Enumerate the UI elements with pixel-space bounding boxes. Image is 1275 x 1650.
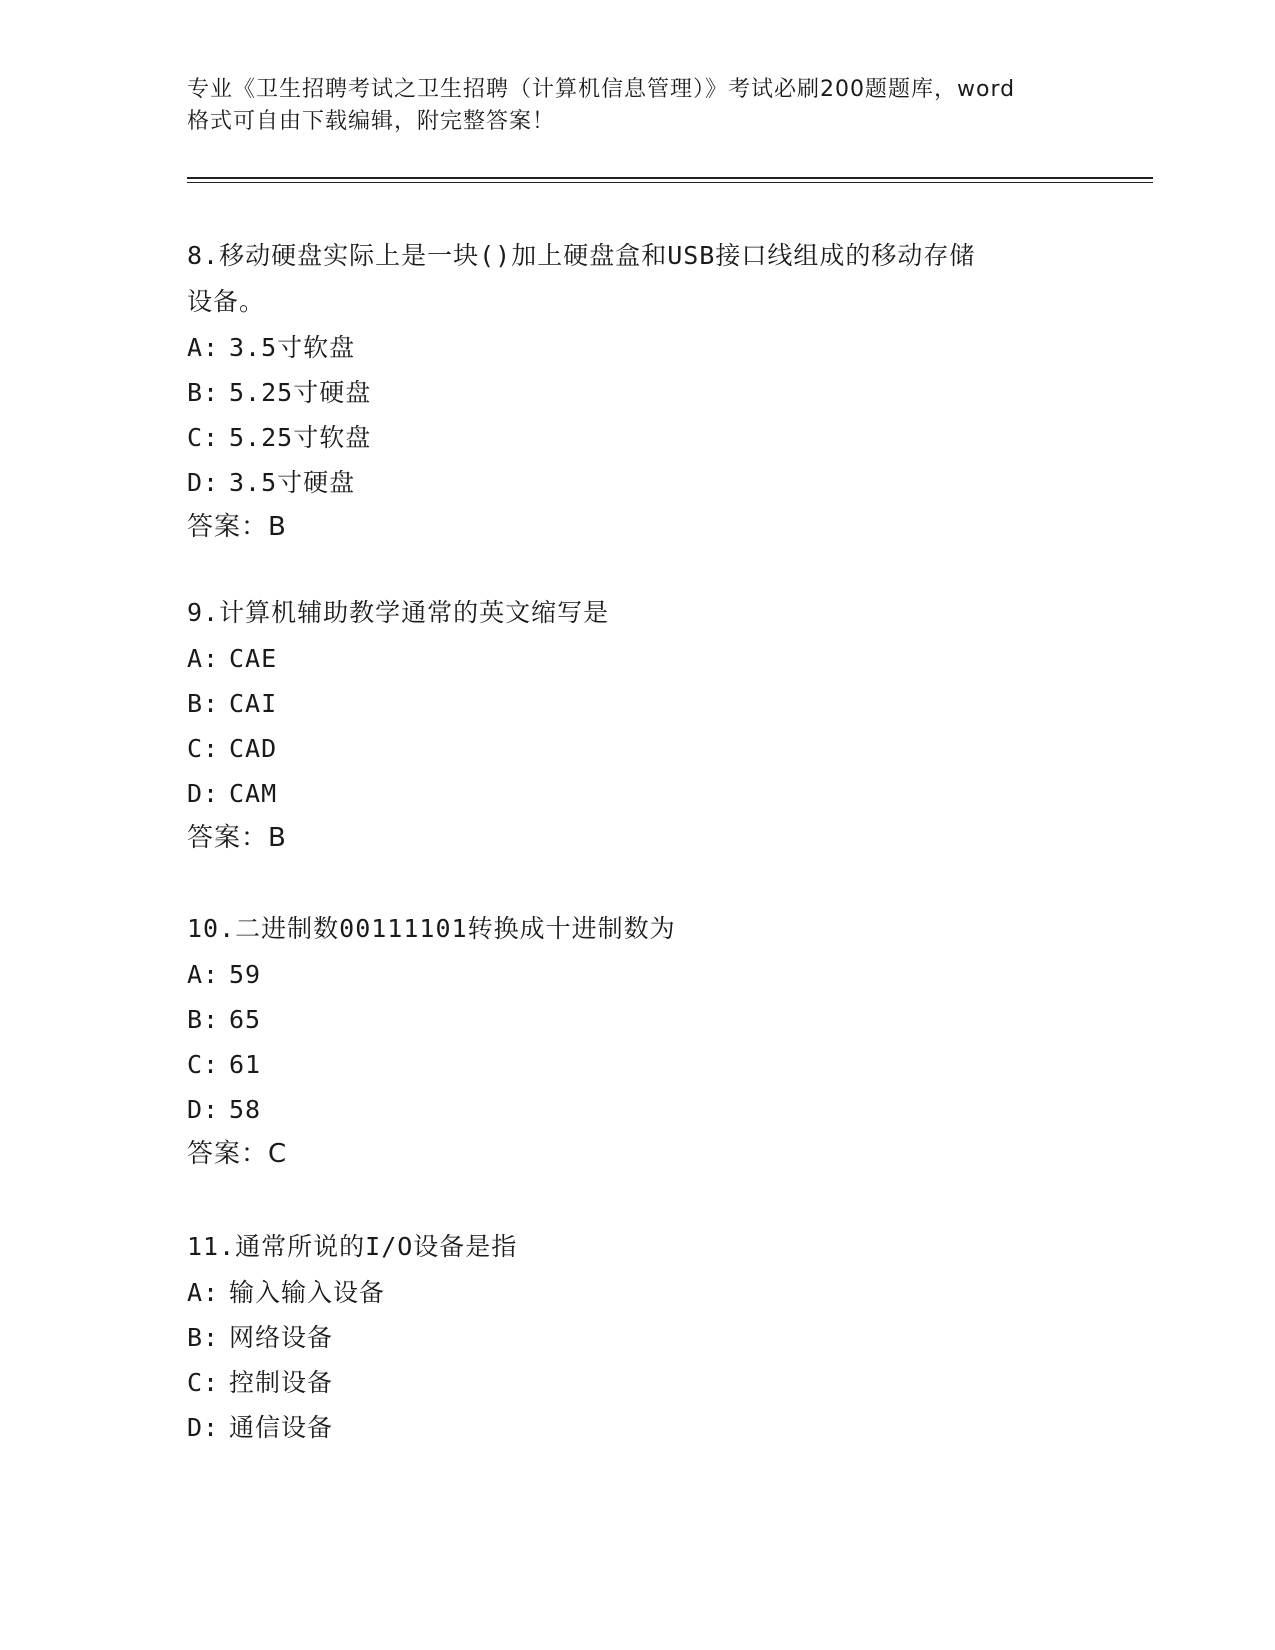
option-letter: A: [187, 333, 220, 362]
option-d [187, 460, 1087, 505]
answer: 答案：C [187, 1139, 288, 1169]
option-text: 3.5寸硬盘 [229, 468, 356, 497]
option-letter: A: [187, 644, 220, 673]
option-text: CAI [229, 689, 278, 718]
option-letter: D: [187, 468, 220, 497]
header-divider-thick [187, 177, 1153, 179]
option-text: 网络设备 [229, 1323, 334, 1352]
option-letter: D: [187, 1095, 220, 1124]
header-line-2: 格式可自由下载编辑，附完整答案！ [187, 109, 556, 134]
option-b [187, 370, 1087, 415]
question-stem: 10.二进制数00111101转换成十进制数为 [187, 914, 676, 943]
option-letter: C: [187, 1050, 220, 1079]
option-text: 5.25寸硬盘 [229, 378, 372, 407]
option-text: 65 [229, 1005, 262, 1034]
option-a [187, 952, 1087, 997]
option-a [187, 1270, 1087, 1315]
option-a [187, 325, 1087, 370]
option-c [187, 1360, 1087, 1405]
header-line-1: 专业《卫生招聘考试之卫生招聘（计算机信息管理）》考试必刷200题题库，word [187, 77, 1016, 102]
question-stem: 8.移动硬盘实际上是一块()加上硬盘盒和USB接口线组成的移动存储 [187, 241, 976, 270]
option-letter: B: [187, 1323, 220, 1352]
option-b [187, 1315, 1087, 1360]
option-c [187, 726, 1087, 771]
option-text: 61 [229, 1050, 262, 1079]
option-letter: A: [187, 1278, 220, 1307]
option-d [187, 1405, 1087, 1450]
option-text: CAM [229, 779, 278, 808]
option-text: 输入输入设备 [229, 1278, 386, 1307]
answer: 答案：B [187, 823, 287, 853]
option-letter: B: [187, 689, 220, 718]
option-c [187, 415, 1087, 460]
option-letter: D: [187, 1413, 220, 1442]
option-text: 控制设备 [229, 1368, 334, 1397]
question-stem: 11.通常所说的I/O设备是指 [187, 1232, 518, 1261]
option-letter: C: [187, 734, 220, 763]
option-letter: C: [187, 423, 220, 452]
answer: 答案：B [187, 512, 287, 542]
option-text: 通信设备 [229, 1413, 334, 1442]
option-letter: B: [187, 1005, 220, 1034]
option-letter: C: [187, 1368, 220, 1397]
option-letter: D: [187, 779, 220, 808]
question-10 [187, 906, 1087, 1176]
option-letter: A: [187, 960, 220, 989]
question-9 [187, 590, 1087, 860]
header-divider-thin [187, 182, 1153, 183]
question-11 [187, 1224, 1087, 1450]
option-text: 58 [229, 1095, 262, 1124]
option-b [187, 681, 1087, 726]
question-8 [187, 233, 1087, 549]
option-text: CAE [229, 644, 278, 673]
option-text: 59 [229, 960, 262, 989]
option-b [187, 997, 1087, 1042]
option-a [187, 636, 1087, 681]
option-d [187, 1087, 1087, 1132]
document-header [187, 74, 1087, 138]
option-c [187, 1042, 1087, 1087]
question-stem: 9.计算机辅助教学通常的英文缩写是 [187, 598, 610, 627]
option-letter: B: [187, 378, 220, 407]
option-text: 3.5寸软盘 [229, 333, 356, 362]
option-text: 5.25寸软盘 [229, 423, 372, 452]
question-stem-continued: 设备。 [187, 287, 266, 316]
option-d [187, 771, 1087, 816]
option-text: CAD [229, 734, 278, 763]
